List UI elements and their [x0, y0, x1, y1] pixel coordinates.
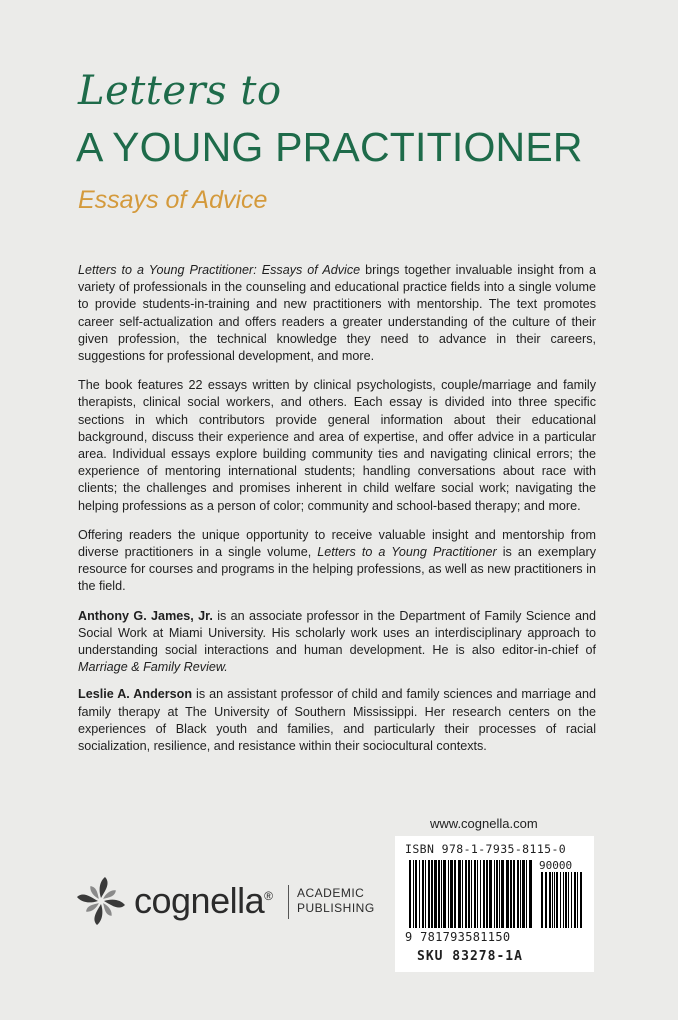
author-name: Anthony G. James, Jr. — [78, 608, 213, 623]
author-name: Leslie A. Anderson — [78, 687, 193, 702]
back-cover-blurb — [78, 262, 596, 765]
barcode-digits: 9 781793581150 — [405, 930, 511, 944]
title-script-line: Letters to — [78, 68, 282, 114]
blurb-paragraph-2: The book features 22 essays written by clinical psychologists, couple/marriage and family therapists, clinical social workers, and others. Each essay is divided into three specific sections in which contributors provide general information about their educational background, discuss their experience and area of expertise, and offer advice in a particular area. Individual essays explore building community ties and navigating clinical errors; the experience of mentoring international students; handling conversations about race with clients; the challenges and promises inherent in child welfare social work; navigating the helping professions as a person of color; community and school-based therapy; and more. — [78, 378, 596, 513]
book-title: A YOUNG PRACTITIONER — [76, 124, 583, 170]
price-addon-code: 90000 — [539, 859, 573, 872]
book-title-italic: Letters to a Young Practitioner: Essays of Advice — [78, 263, 361, 277]
blurb-paragraph-3: Offering readers the unique opportunity to receive valuable insight and mentorship from diverse practitioners in a single volume, Letters to a Young Practitioner is an exemplary resource for courses and programs in the helping professions, as well as new practitioners in the field. — [78, 527, 596, 594]
author-bio-1: Anthony G. James, Jr. is an associate professor in the Department of Family Science and Social Work at Miami University. His scholarly work uses an interdisciplinary approach to understanding social interactions and human development. He is also editor-in-chief of Marriage & Family Review. — [78, 608, 596, 675]
author-bio-2: Leslie A. Anderson is an assistant professor of child and family sciences and marriage and family therapy at The University of Southern Mississippi. Her research centers on the experiences of Black youth and families, and particularly their processes of racial socialization, resilience, and resistance within their sociocultural contexts. — [78, 687, 596, 754]
publisher-name: cognella® — [134, 880, 273, 921]
book-title-italic: Letters to a Young Practitioner — [317, 545, 497, 560]
publisher-imprint: ACADEMIC PUBLISHING — [297, 886, 375, 915]
isbn-barcode — [395, 836, 594, 972]
journal-title: Marriage & Family Review. — [78, 660, 228, 675]
book-subtitle: Essays of Advice — [78, 186, 268, 214]
cognella-logo-icon — [74, 874, 128, 928]
publisher-divider — [288, 885, 289, 919]
blurb-paragraph-1: Letters to a Young Practitioner: Essays of Advice brings together invaluable insight from a variety of professionals in the counseling and educational practice fields into a single volume to provide students-in-training and new practitioners with mentorship. The text promotes career self-actualization and offers readers a greater understanding of the culture of their given profession, the technical knowledge they need to advance in their careers, suggestions for professional development, and more. — [78, 263, 596, 364]
sku-code: SKU 83278-1A — [417, 949, 523, 964]
isbn-number: ISBN 978-1-7935-8115-0 — [405, 842, 567, 856]
publisher-website: www.cognella.com — [430, 816, 538, 831]
